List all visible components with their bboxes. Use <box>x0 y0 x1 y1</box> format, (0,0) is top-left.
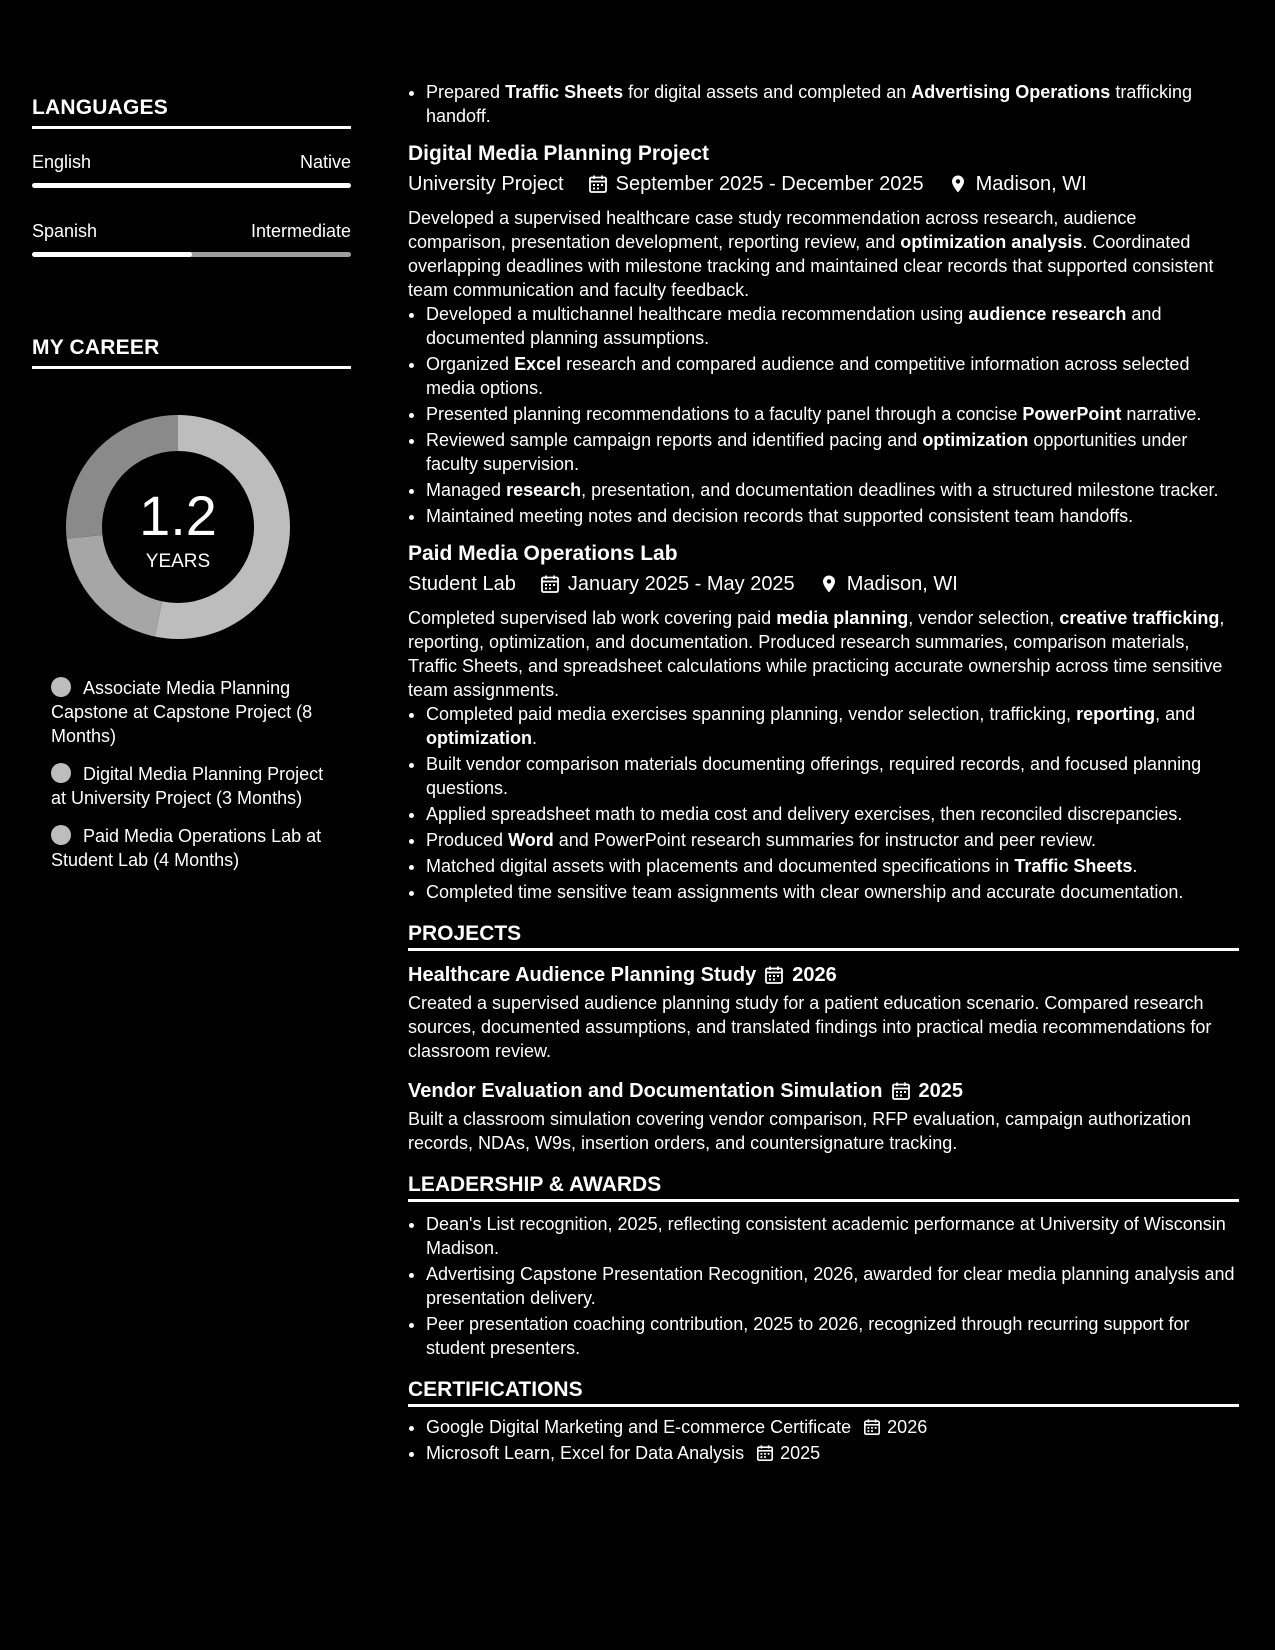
language-level: Intermediate <box>250 221 351 241</box>
language-level: Native <box>299 152 351 172</box>
text: , vendor selection, <box>908 608 1060 628</box>
certification-year: 2026 <box>887 1417 928 1437</box>
circle-dot-icon <box>51 825 71 845</box>
text: Maintained meeting notes and decision records that supported consistent team handoffs. <box>426 506 1134 526</box>
bold-text: Word <box>508 830 554 850</box>
list-item: • Advertising Capstone Presentation Recognition, 2026, awarded for clear media planning analysis and presentation delivery. <box>426 1262 1239 1310</box>
list-item <box>426 504 1239 528</box>
project-entry <box>408 961 1239 1063</box>
text: Developed a multichannel healthcare media recommendation using <box>426 304 969 324</box>
bold-text: creative trafficking <box>1059 608 1220 628</box>
text: , reporting, optimization, and documentation. Produced research summaries, comparison materials, Traffic Sheets, and spreadsheet calculations while practicing accurate ownership across time sensitive team assignments. <box>408 608 1225 700</box>
language-english <box>32 152 351 188</box>
list-item <box>426 352 1239 400</box>
project-year: 2026 <box>792 964 837 986</box>
entry-location: Madison, WI <box>846 573 958 595</box>
text: Completed paid media exercises spanning planning, vendor selection, trafficking, <box>426 704 1077 724</box>
career-donut-chart <box>66 415 290 639</box>
leadership-list <box>408 1212 1239 1360</box>
language-proficiency-bar <box>32 183 351 188</box>
entry-meta <box>408 170 1239 198</box>
entry-location: Madison, WI <box>975 173 1087 195</box>
certification-name: • Google Digital Marketing and E-commerce Certificate <box>426 1417 852 1437</box>
circle-dot-icon <box>51 677 71 697</box>
list-item: • Dean's List recognition, 2025, reflecting consistent academic performance at University of Wisconsin Madison. <box>426 1212 1239 1260</box>
list-item <box>426 702 1239 750</box>
calendar-icon <box>863 1418 881 1436</box>
text: Completed supervised lab work covering paid <box>408 608 777 628</box>
bold-text: PowerPoint <box>1022 404 1122 424</box>
list-item: • Peer presentation coaching contribution, 2025 to 2026, recognized through recurring support for student presenters. <box>426 1312 1239 1360</box>
calendar-icon <box>764 965 784 985</box>
list-item <box>426 80 1239 128</box>
project-entry <box>408 1077 1239 1155</box>
projects-heading: PROJECTS <box>408 922 1239 951</box>
list-item <box>426 478 1239 502</box>
text: narrative. <box>1121 404 1202 424</box>
career-item-label: Digital Media Planning Project at University Project (3 Months) <box>51 764 324 808</box>
text: for digital assets and completed an <box>623 82 912 102</box>
certification-name: • Microsoft Learn, Excel for Data Analysis <box>426 1443 745 1463</box>
languages-heading: LANGUAGES <box>32 96 351 129</box>
experience-entry <box>408 540 1239 904</box>
bold-text: optimization <box>426 728 532 748</box>
list-item <box>426 854 1239 878</box>
text: Reviewed sample campaign reports and identified pacing and <box>426 430 923 450</box>
text: and PowerPoint research summaries for instructor and peer review. <box>553 830 1096 850</box>
text: Organized <box>426 354 515 374</box>
career-heading: MY CAREER <box>32 336 351 369</box>
text: Built vendor comparison materials documenting offerings, required records, and focused planning questions. <box>426 754 1202 798</box>
project-description: Built a classroom simulation covering vendor comparison, RFP evaluation, campaign authorization records, NDAs, W9s, insertion orders, and countersignature tracking. <box>408 1109 1192 1153</box>
list-item <box>426 1441 1239 1465</box>
main-content <box>408 0 1239 1467</box>
language-proficiency-bar <box>32 252 351 257</box>
list-item <box>426 1415 1239 1439</box>
text: Developed a supervised healthcare case study recommendation across research, audience comparison, presentation development, reporting review, and <box>408 208 1137 252</box>
text: and documented planning assumptions. <box>426 304 1162 348</box>
calendar-icon <box>540 574 560 594</box>
text: Produced <box>426 830 509 850</box>
entry-meta <box>408 570 1239 598</box>
text: Prepared <box>426 82 506 102</box>
bold-text: optimization analysis <box>900 232 1083 252</box>
text: , presentation, and documentation deadlines with a structured milestone tracker. <box>581 480 1219 500</box>
career-item <box>51 762 341 810</box>
entry-org: University Project <box>408 173 564 195</box>
bold-text: media planning <box>776 608 909 628</box>
text: Presented planning recommendations to a faculty panel through a concise <box>426 404 1023 424</box>
bold-text: optimization <box>922 430 1029 450</box>
career-years-value: 1.2 <box>139 484 217 547</box>
project-title-row <box>408 1077 1239 1105</box>
language-name: English <box>32 152 92 172</box>
language-proficiency-fill <box>32 183 351 188</box>
project-title-row <box>408 961 1239 989</box>
text: . Coordinated overlapping deadlines with milestone tracking and maintained clear records that supported consistent team communication and faculty feedback. <box>408 232 1214 300</box>
language-name: Spanish <box>32 221 98 241</box>
experience-entry <box>408 140 1239 528</box>
career-item <box>51 824 341 872</box>
text: opportunities under faculty supervision. <box>426 430 1188 474</box>
entry-description <box>408 206 1239 302</box>
career-item-label: Associate Media Planning Capstone at Capstone Project (8 Months) <box>51 678 313 746</box>
list-item <box>426 402 1239 426</box>
list-item <box>426 428 1239 476</box>
bold-text: Excel <box>514 354 562 374</box>
entry-bullets <box>408 702 1239 904</box>
list-item <box>426 802 1239 826</box>
project-title: Healthcare Audience Planning Study <box>408 964 757 986</box>
text: research and compared audience and competitive information across selected media options. <box>426 354 1190 398</box>
map-pin-icon <box>948 174 968 194</box>
certifications-heading: CERTIFICATIONS <box>408 1378 1239 1407</box>
entry-title: Digital Media Planning Project <box>408 142 710 165</box>
career-item <box>51 676 341 748</box>
bold-text: Traffic Sheets <box>1014 856 1133 876</box>
list-item <box>426 752 1239 800</box>
map-pin-icon <box>819 574 839 594</box>
list-item <box>426 828 1239 852</box>
bold-text: Traffic Sheets <box>505 82 624 102</box>
text: Managed <box>426 480 507 500</box>
entry-title: Paid Media Operations Lab <box>408 542 678 565</box>
entry-dates: January 2025 - May 2025 <box>567 573 795 595</box>
language-spanish <box>32 221 351 257</box>
project-description: Created a supervised audience planning study for a patient education scenario. Compared research sources, documented assumptions, and translated findings into practical media recommendations for classroom review. <box>408 993 1212 1061</box>
entry-bullets <box>408 302 1239 528</box>
bold-text: audience research <box>968 304 1127 324</box>
project-year: 2025 <box>918 1080 963 1102</box>
text: . <box>532 728 538 748</box>
text: trafficking handoff. <box>426 82 1193 126</box>
certification-row <box>426 1415 927 1439</box>
calendar-icon <box>891 1081 911 1101</box>
entry-dates: September 2025 - December 2025 <box>615 173 924 195</box>
entry-description <box>408 606 1239 702</box>
list-item <box>426 880 1239 904</box>
text: Applied spreadsheet math to media cost and delivery exercises, then reconciled discrepancies. <box>426 804 1183 824</box>
language-proficiency-fill <box>32 252 192 257</box>
bold-text: research <box>506 480 582 500</box>
entry-org: Student Lab <box>408 573 516 595</box>
certifications-list <box>408 1415 1239 1465</box>
text: . <box>1132 856 1138 876</box>
bold-text: reporting <box>1076 704 1156 724</box>
top-bullet-list <box>408 80 1239 128</box>
career-item-label: Paid Media Operations Lab at Student Lab (4 Months) <box>51 826 322 870</box>
calendar-icon <box>588 174 608 194</box>
bold-text: Advertising Operations <box>911 82 1111 102</box>
career-list <box>51 676 341 886</box>
project-title: Vendor Evaluation and Documentation Simulation <box>408 1080 883 1102</box>
circle-dot-icon <box>51 763 71 783</box>
leadership-heading: LEADERSHIP & AWARDS <box>408 1173 1239 1202</box>
certification-year: 2025 <box>780 1443 821 1463</box>
career-years-unit: YEARS <box>145 551 211 572</box>
calendar-icon <box>756 1444 774 1462</box>
certification-row <box>426 1441 820 1465</box>
text: Matched digital assets with placements and documented specifications in <box>426 856 1015 876</box>
text: Completed time sensitive team assignments with clear ownership and accurate documentation. <box>426 882 1184 902</box>
list-item <box>426 302 1239 350</box>
text: , and <box>1155 704 1196 724</box>
